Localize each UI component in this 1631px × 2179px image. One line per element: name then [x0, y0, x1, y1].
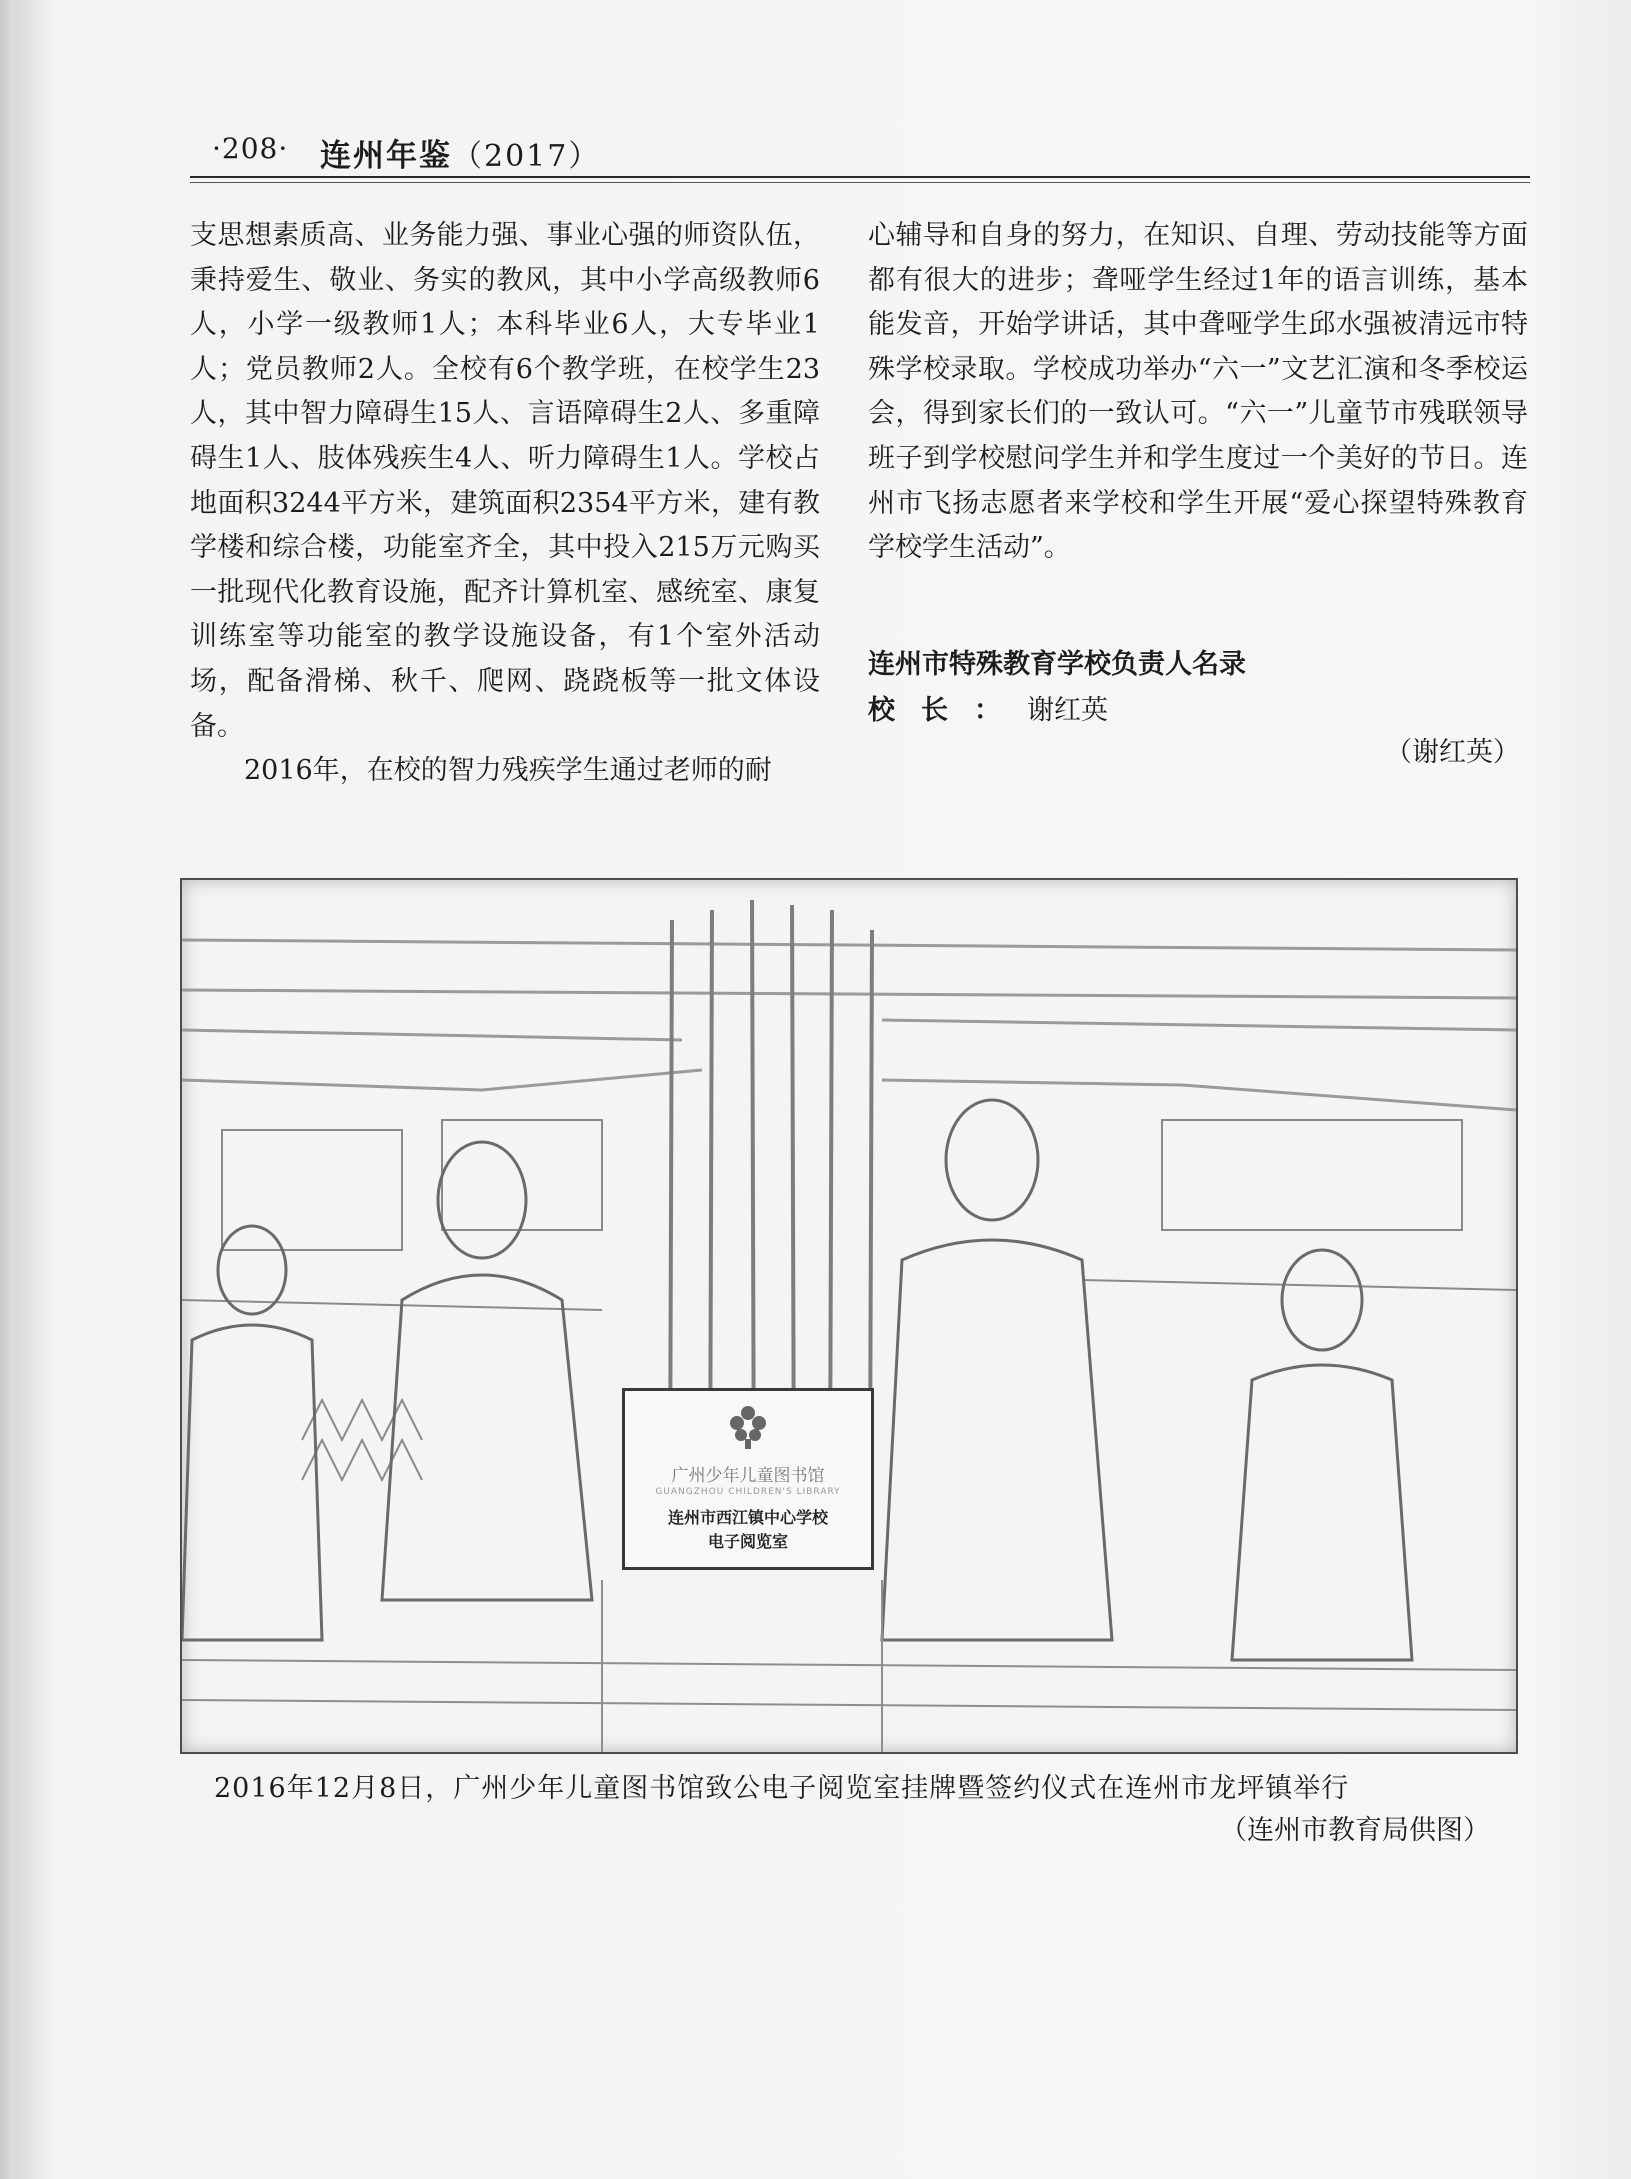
- right-paragraph-1: 心辅导和自身的努力，在知识、自理、劳动技能等方面都有很大的进步；聋哑学生经过1年的语言训练，基本能发音，开始学讲话，其中聋哑学生邱水强被清远市特殊学校录取。学校成功举办“六一”文艺汇演和冬季校运会，得到家长们的一致认可。“六一”儿童节市残联领导班子到学校慰问学生并和学生度过一个美好的节日。连州市飞扬志愿者来学校和学生开展“爱心探望特殊教育学校学生活动”。: [868, 220, 1528, 564]
- header-rule-thin: [190, 182, 1530, 183]
- book-year: （2017）: [452, 139, 601, 174]
- plaque-room-name: 电子阅览室: [707, 1532, 788, 1551]
- article-author: （谢红英）: [1385, 737, 1520, 768]
- plaque-school-name: 连州市西江镇中心学校: [667, 1508, 828, 1527]
- page-binding-edge: [0, 0, 14, 2179]
- photo-credit: （连州市教育局供图）: [1220, 1815, 1490, 1846]
- roster-entry: [868, 688, 1108, 727]
- roster-name: 谢红英: [1027, 695, 1108, 726]
- photo-scene: [182, 880, 1516, 1752]
- library-plaque: [622, 1388, 874, 1570]
- photo-caption: 2016年12月8日，广州少年儿童图书馆致公电子阅览室挂牌暨签约仪式在连州市龙坪镇举行: [214, 1773, 1350, 1804]
- left-paragraph-1: 支思想素质高、业务能力强、事业心强的师资队伍，秉持爱生、敬业、务实的教风，其中小学高级教师6人，小学一级教师1人；本科毕业6人，大专毕业1人；党员教师2人。全校有6个教学班，在校学生23人，其中智力障碍生15人、言语障碍生2人、多重障碍生1人、肢体残疾生4人、听力障碍生1人。学校占地面积3244平方米，建筑面积2354平方米，建有教学楼和综合楼，功能室齐全，其中投入215万元购买一批现代化教育设施，配齐计算机室、感统室、康复训练室等功能室的教学设施设备，有1个室外活动场，配备滑梯、秋千、爬网、跷跷板等一批文体设备。: [190, 220, 820, 742]
- book-title-text: 连州年鉴: [320, 138, 452, 174]
- ceremony-photo: [180, 878, 1518, 1754]
- library-logo-icon: [725, 1403, 771, 1449]
- header-rule-thick: [190, 176, 1530, 178]
- page-number: ·208·: [212, 132, 289, 165]
- plaque-library-name: 广州少年儿童图书馆: [671, 1466, 825, 1486]
- left-column: [190, 214, 820, 794]
- roster-label: 校长：: [868, 695, 1027, 726]
- running-header: [190, 128, 1530, 178]
- roster-title: 连州市特殊教育学校负责人名录: [868, 649, 1246, 680]
- right-column: [868, 214, 1528, 571]
- plaque-library-english: GUANGZHOU CHILDREN'S LIBRARY: [655, 1487, 841, 1497]
- left-paragraph-2: 2016年，在校的智力残疾学生通过老师的耐: [244, 755, 772, 787]
- book-title: [320, 130, 600, 175]
